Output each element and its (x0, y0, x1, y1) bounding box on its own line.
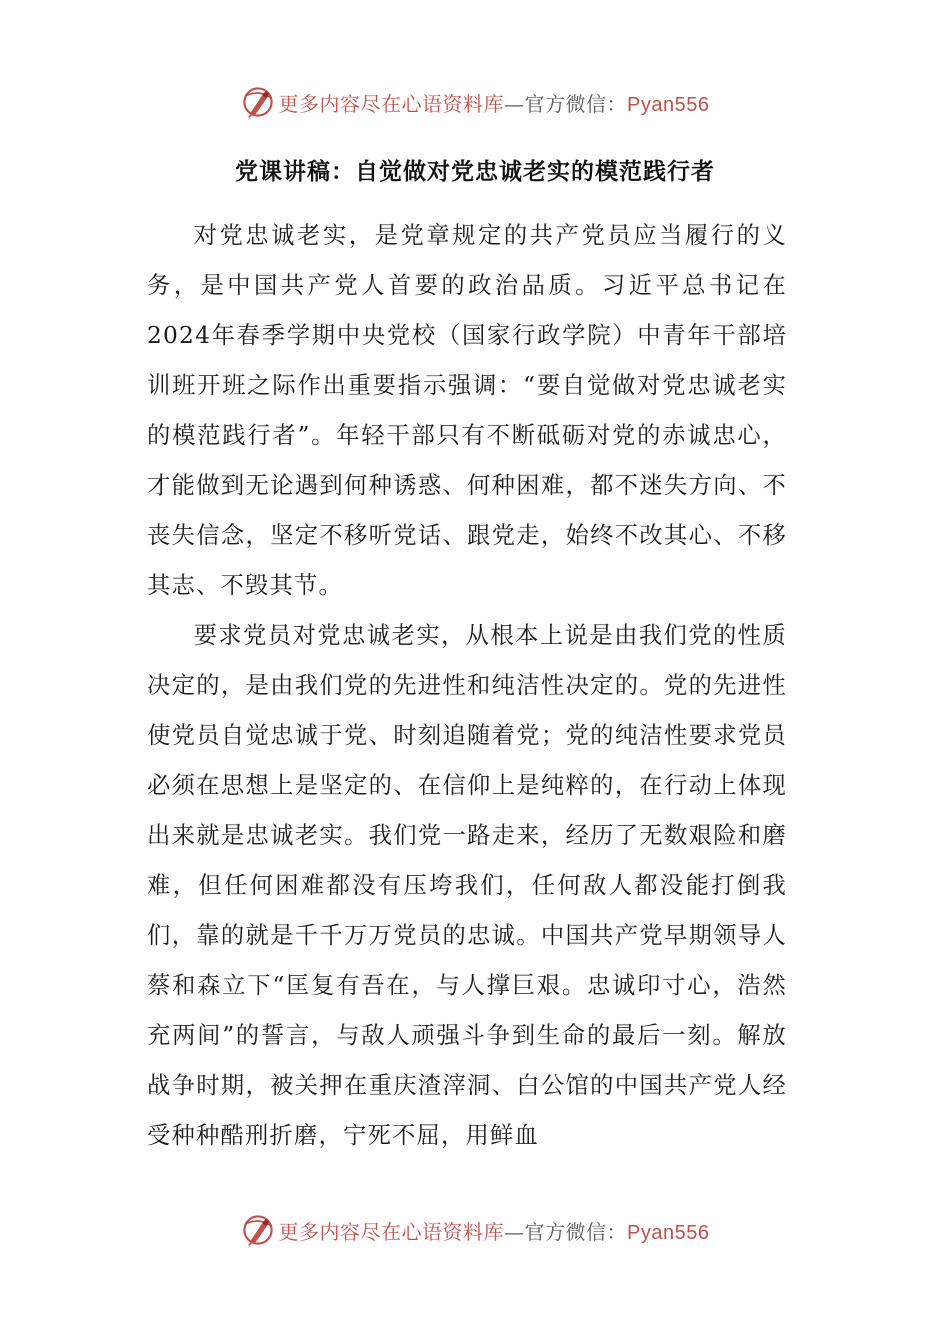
pen-nib-logo-icon (241, 1213, 275, 1247)
banner-wechat-id: Pyan556 (627, 93, 710, 116)
banner-wechat-id: Pyan556 (627, 1221, 710, 1244)
body-paragraph: 对党忠诚老实，是党章规定的共产党员应当履行的义务，是中国共产党人首要的政治品质。习近平总书记在2024年春季学期中央党校（国家行政学院）中青年干部培训班开班之际作出重要指示强调：“要自觉做对党忠诚老实的模范践行者”。年轻干部只有不断砥砺对党的赤诚忠心，才能做到无论遇到何种诱惑、何种困难，都不迷失方向、不丧失信念，坚定不移听党话、跟党走，始终不改其心、不移其志、不毁其节。 (147, 222, 787, 599)
banner-site-name: 更多内容尽在心语资料库 (278, 1219, 505, 1244)
pen-nib-logo-icon (241, 85, 275, 119)
document-body (147, 211, 787, 1161)
banner-official-label: —官方微信： (504, 1219, 628, 1244)
header-watermark-banner (0, 82, 950, 122)
banner-site-name: 更多内容尽在心语资料库 (278, 91, 505, 116)
document-title: 党课讲稿：自觉做对党忠诚老实的模范践行者 (235, 159, 715, 185)
footer-watermark-banner (0, 1210, 950, 1250)
body-paragraph: 要求党员对党忠诚老实，从根本上说是由我们党的性质决定的，是由我们党的先进性和纯洁性决定的。党的先进性使党员自觉忠诚于党、时刻追随着党；党的纯洁性要求党员必须在思想上是坚定的、在信仰上是纯粹的，在行动上体现出来就是忠诚老实。我们党一路走来，经历了无数艰险和磨难，但任何困难都没有压垮我们，任何敌人都没能打倒我们，靠的就是千千万万党员的忠诚。中国共产党早期领导人蔡和森立下“匡复有吾在，与人撑巨艰。忠诚印寸心，浩然充两间”的誓言，与敌人顽强斗争到生命的最后一刻。解放战争时期，被关押在重庆渣滓洞、白公馆的中国共产党人经受种种酷刑折磨，宁死不屈，用鲜血 (147, 622, 787, 1149)
banner-official-label: —官方微信： (504, 91, 628, 116)
